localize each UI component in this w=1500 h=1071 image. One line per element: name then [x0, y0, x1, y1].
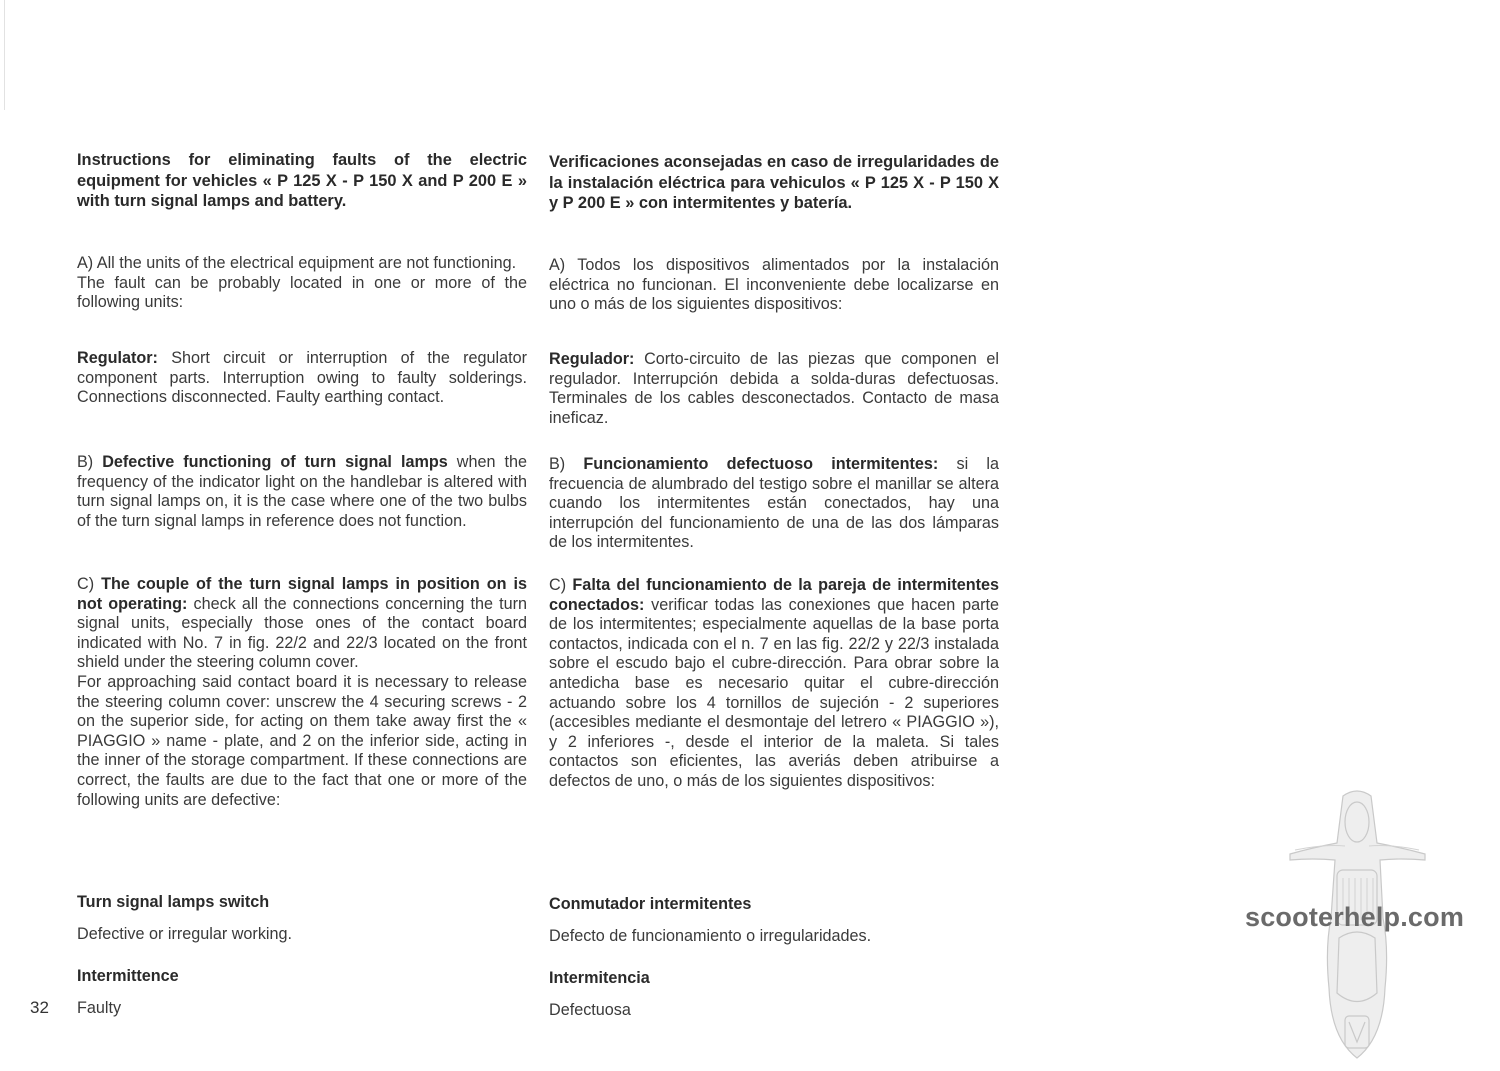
- english-b-text: when the frequency of the indicator light on the handlebar is altered with turn signal lamps on, it is the case where one of the two bulbs of the turn signal lamps in reference does not function.: [77, 453, 528, 530]
- spanish-c-prefix: C): [549, 576, 573, 594]
- english-title: Instructions for eliminating faults of the electric equipment for vehicles « P 125 X - P 150 X and P 200 E » with turn signal lamps and battery.: [77, 151, 527, 210]
- spanish-intermittence-heading: Intermitencia: [549, 969, 650, 987]
- spanish-b-label: Funcionamiento defectuoso intermitentes:: [583, 455, 939, 473]
- english-c-para: [77, 575, 527, 673]
- english-regulator: [77, 349, 527, 408]
- english-regulator-text: Short circuit or interruption of the regulator component parts. Interruption owing to faulty solderings. Connections disconnected. Faulty earthing contact.: [77, 349, 527, 407]
- spanish-c-text: verificar todas las conexiones que hacen parte de los intermitentes; especialmente aquellas de la base porta contactos, indicada con el n. 7 en las fig. 22/2 y 22/3 instalada sobre el escudo bajo el cubre-dirección. Para obrar sobre la antedicha base es necesario quitar el cubre-dirección actuando sobre los 4 tornillos de sujeción - 2 superiores (accesibles mediante el desmontaje del letrero « PIAGGIO »), y 2 inferiores -, desde el interior de la maleta. Si tales contactos son eficientes, las averiás deben atribuirse a defectos de uno, o más de los siguientes dispositivos:: [549, 595, 999, 790]
- english-regulator-label: Regulator:: [77, 349, 158, 367]
- spanish-section-a: A) Todos los dispositivos alimentados por la instalación eléctrica no funcionan. El inconveniente debe localizarse en uno o más de los siguientes dispositivos:: [549, 256, 999, 314]
- spanish-section-b: [549, 455, 999, 553]
- spanish-section-c: [549, 576, 999, 792]
- english-c-label: The couple of the turn signal lamps in position on is not operating:: [77, 575, 527, 613]
- spanish-b-prefix: B): [549, 455, 584, 473]
- english-intermittence-heading: Intermittence: [77, 967, 179, 985]
- english-b-label: Defective functioning of turn signal lamps: [102, 453, 448, 471]
- english-section-a: [77, 254, 527, 313]
- english-a-text2: The fault can be probably located in one or more of the following units:: [77, 273, 527, 312]
- watermark: scooterhelp.com: [1245, 902, 1465, 932]
- spanish-switch-heading: Conmutador intermitentes: [549, 895, 752, 913]
- spanish-regulator-label: Regulador:: [549, 350, 635, 368]
- spanish-c-label: Falta del funcionamiento de la pareja de intermitentes conectados:: [549, 576, 1000, 614]
- english-c-text2: For approaching said contact board it is necessary to release the steering column cover: unscrew the 4 securing screws - 2 on the superior side, for acting on them take away first the « PIAGGIO » name - plate, and 2 on the inferior side, acting in the inner of the storage compartment. If these connections are correct, the faults are due to the fact that one or more of the following units are defective:: [77, 672, 527, 809]
- spanish-switch-text: Defecto de funcionamiento o irregularidades.: [549, 927, 872, 945]
- english-c-text: check all the connections concerning the turn signal units, especially those ones of the contact board indicated with No. 7 in fig. 22/2 and 22/3 located on the front shield under the steering column cover.: [77, 594, 527, 672]
- spanish-regulator: [549, 350, 999, 428]
- english-switch-heading: Turn signal lamps switch: [77, 893, 270, 911]
- english-a-text: A) All the units of the electrical equipment are not functioning.: [77, 254, 517, 272]
- page-number: 32: [30, 998, 49, 1017]
- english-b-prefix: B): [77, 453, 103, 471]
- english-switch-text: Defective or irregular working.: [77, 925, 293, 943]
- spanish-regulator-text: Corto-circuito de las piezas que componen el regulador. Interrupción debida a solda-duras defectuosas. Terminales de los cables desconectados. Contacto de masa ineficaz.: [549, 350, 999, 427]
- spanish-b-text: si la frecuencia de alumbrado del testigo sobre el manillar se altera cuando los intermitentes están conectados, hay una interrupción del funcionamiento de una de las dos lámparas de los intermitentes.: [549, 455, 999, 552]
- english-section-b: [77, 453, 527, 531]
- binding-edge: [4, 0, 5, 110]
- spanish-intermittence-text: Defectuosa: [549, 1001, 631, 1019]
- spanish-title: Verificaciones aconsejadas en caso de irregularidades de la instalación eléctrica para vehiculos « P 125 X - P 150 X y P 200 E » con intermitentes y batería.: [549, 153, 999, 212]
- english-c-prefix: C): [77, 575, 102, 593]
- english-section-c: [77, 575, 527, 810]
- english-intermittence-text: Faulty: [77, 999, 122, 1017]
